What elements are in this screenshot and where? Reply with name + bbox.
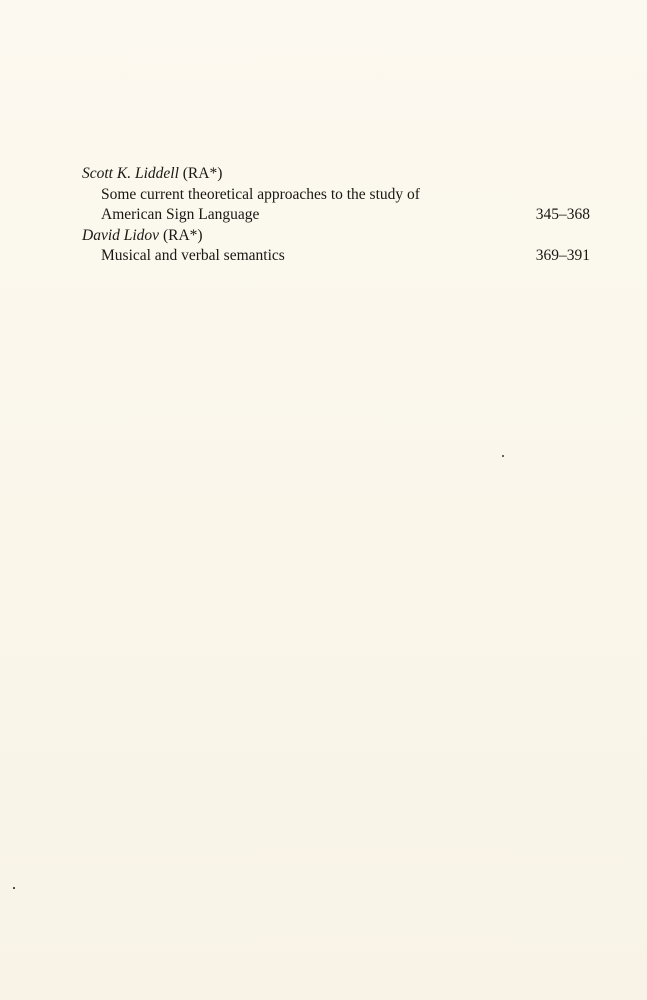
author-name: Scott K. Liddell xyxy=(82,165,179,182)
author-name: David Lidov xyxy=(82,226,160,244)
table-of-contents xyxy=(82,164,592,267)
author-affiliation: (RA*) xyxy=(162,226,203,244)
article-title-line xyxy=(82,185,592,206)
article-title-text: Musical and verbal semantics xyxy=(101,247,285,264)
article-title-text: Some current theoretical approaches to the study of xyxy=(101,185,420,203)
article-title-text: American Sign Language xyxy=(101,206,260,223)
toc-entry xyxy=(82,164,592,226)
page-range: 345–368 xyxy=(535,206,590,223)
author-affiliation: (RA*) xyxy=(182,165,223,182)
author-line xyxy=(82,164,592,185)
article-title-line xyxy=(82,205,592,226)
author-line xyxy=(82,226,592,247)
page-range: 369–391 xyxy=(535,247,590,264)
toc-entry xyxy=(82,226,592,267)
paper-speck xyxy=(13,887,15,889)
paper-speck xyxy=(502,455,504,457)
article-title-line xyxy=(82,246,592,267)
